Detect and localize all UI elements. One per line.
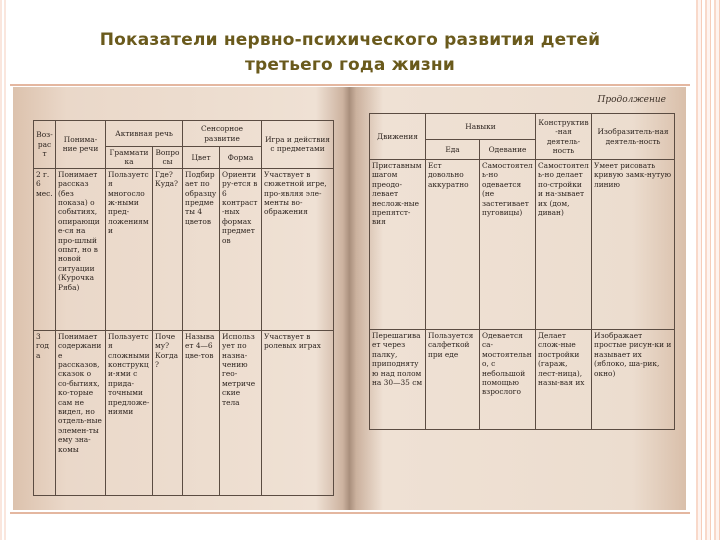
cell-understanding: Понимает рассказ (без показа) о событиях, опирающие-ся на про-шлый опыт, но в новой ситуации (Курочка Ряба) xyxy=(56,168,106,330)
header-visual: Изобразитель-ная деятель-ность xyxy=(592,114,675,160)
header-active-speech: Активная речь xyxy=(106,121,183,147)
header-food: Еда xyxy=(426,140,480,160)
header-understanding: Понима-ние речи xyxy=(56,121,106,169)
header-movement: Движения xyxy=(370,114,426,160)
table-row xyxy=(34,330,334,495)
cell-color: Подбирает по образцу предметы 4 цветов xyxy=(183,168,220,330)
right-development-table xyxy=(369,113,675,430)
header-play: Игра и действия с предметами xyxy=(262,121,334,169)
cell-form: Ориентиру-ется в 6 контраст-ных формах предметов xyxy=(220,168,262,330)
cell-movement: Перешагивает через палку, приподнятую над полом на 30—35 см xyxy=(370,330,426,430)
header-sensory: Сенсорное развитие xyxy=(183,121,262,147)
slide-title-line-2: третьего года жизни xyxy=(244,55,455,75)
scanned-book-spread xyxy=(13,87,686,510)
cell-constructive: Самостоятель-но делает по-стройки и на-зывает их (дом, диван) xyxy=(536,160,592,330)
cell-food: Ест довольно аккуратно xyxy=(426,160,480,330)
top-divider xyxy=(10,84,690,86)
cell-age: 3 года xyxy=(34,330,56,495)
cell-age: 2 г. 6 мес. xyxy=(34,168,56,330)
header-grammar: Грамматика xyxy=(106,147,153,169)
table-row xyxy=(34,168,334,330)
cell-understanding: Понимает содержание рассказов, сказок о со-бытиях, ко-торые сам не видел, но отдель-ные элемен-ты ему зна-комы xyxy=(56,330,106,495)
cell-form: Использует по назна-чению гео-метрические тела xyxy=(220,330,262,495)
cell-visual: Изображает простые рисун-ки и называет их (яблоко, ша-рик, окно) xyxy=(592,330,675,430)
cell-constructive: Делает слож-ные постройки (гараж, лест-ница), назы-вая их xyxy=(536,330,592,430)
cell-color: Называет 4—6 цве-тов xyxy=(183,330,220,495)
continuation-note: Продолжение xyxy=(597,95,666,105)
header-skills: Навыки xyxy=(426,114,536,140)
slide-title-line-1: Показатели нервно-психического развития детей xyxy=(99,30,601,50)
left-decorative-edge xyxy=(0,0,8,540)
cell-questions: Почему? Когда? xyxy=(153,330,183,495)
cell-dressing: Одевается са-мостоятельно, с небольшой помощью взрослого xyxy=(480,330,536,430)
left-development-table xyxy=(33,120,334,496)
cell-dressing: Самостоятель-но одевается (не застегивает пуговицы) xyxy=(480,160,536,330)
header-form: Форма xyxy=(220,147,262,169)
header-constructive: Конструктив-ная деятель-ность xyxy=(536,114,592,160)
header-color: Цвет xyxy=(183,147,220,169)
cell-visual: Умеет рисовать кривую замк-нутую линию xyxy=(592,160,675,330)
header-questions: Вопросы xyxy=(153,147,183,169)
bottom-divider xyxy=(10,512,690,514)
cell-play: Участвует в ролевых играх xyxy=(262,330,334,495)
cell-grammar: Пользуется многослож-ными пред-ложениями xyxy=(106,168,153,330)
right-decorative-edge xyxy=(696,0,720,540)
cell-movement: Приставным шагом преодо-левает неслож-ные препятст-вия xyxy=(370,160,426,330)
cell-questions: Где? Куда? xyxy=(153,168,183,330)
table-row xyxy=(370,160,675,330)
cell-play: Участвует в сюжетной игре, про-являя эле-менты во-ображения xyxy=(262,168,334,330)
header-age: Воз-раст xyxy=(34,121,56,169)
slide-title xyxy=(40,28,660,78)
table-row xyxy=(370,330,675,430)
header-dressing: Одевание xyxy=(480,140,536,160)
cell-grammar: Пользуется сложными конструкци-ями с прида-точными предложе-ниями xyxy=(106,330,153,495)
cell-food: Пользуется салфеткой при еде xyxy=(426,330,480,430)
